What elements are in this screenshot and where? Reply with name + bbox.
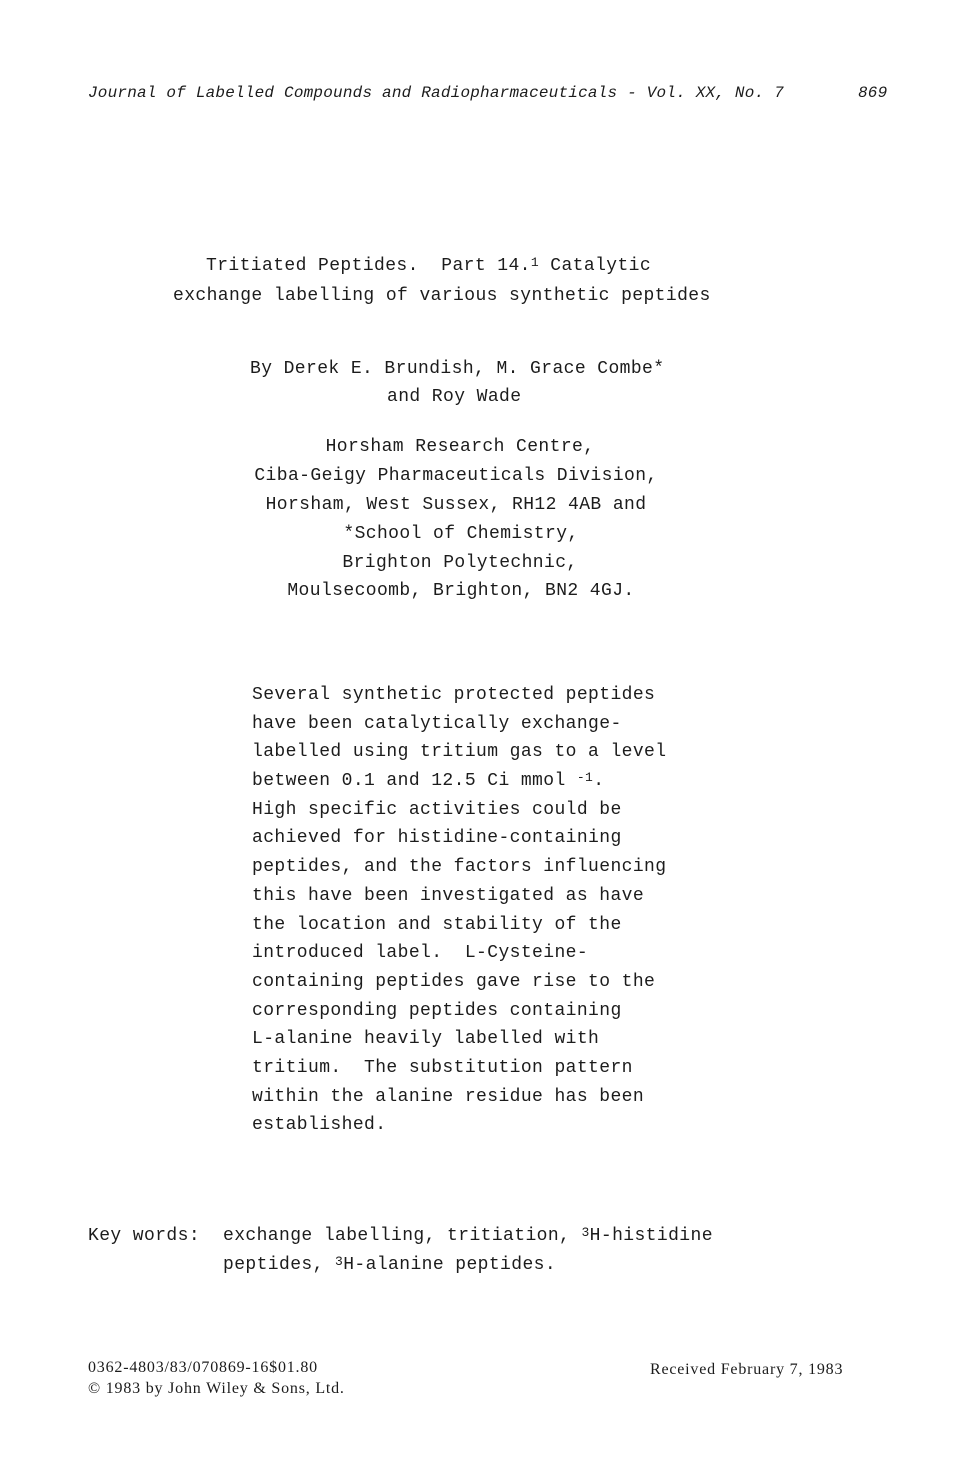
- title-footnote-marker: 1: [530, 255, 540, 270]
- journal-running-head: Journal of Labelled Compounds and Radiopharmaceuticals - Vol. XX, No. 7: [88, 84, 784, 102]
- keywords-text: H-alanine peptides.: [343, 1255, 557, 1275]
- title-part-b: Catalytic: [539, 256, 652, 276]
- title-line-2: exchange labelling of various synthetic peptides: [173, 286, 711, 306]
- abstract-line: the location and stability of the: [252, 914, 622, 935]
- unit-exponent: -1: [576, 770, 594, 786]
- affiliation-line: Brighton Polytechnic,: [342, 553, 578, 573]
- affiliation-line: Horsham Research Centre,: [325, 437, 595, 457]
- article-code: 0362-4803/83/070869-16$01.80: [88, 1359, 318, 1376]
- abstract-line: containing peptides gave rise to the: [252, 971, 656, 992]
- abstract-line: tritium. The substitution pattern: [252, 1057, 633, 1078]
- keywords-label: Key words:: [88, 1226, 201, 1246]
- copyright-line: © 1983 by John Wiley & Sons, Ltd.: [88, 1380, 345, 1397]
- abstract-line: established.: [252, 1115, 387, 1136]
- abstract-line: corresponding peptides containing: [252, 1000, 622, 1021]
- abstract-text: between 0.1 and 12.5 Ci mmol: [252, 771, 577, 792]
- authors-line-2: and Roy Wade: [387, 387, 522, 407]
- abstract-line: L-alanine heavily labelled with: [252, 1029, 600, 1050]
- title-part-a: Tritiated Peptides. Part 14.: [206, 256, 531, 276]
- abstract-line: within the alanine residue has been: [252, 1086, 645, 1107]
- abstract-line: have been catalytically exchange-: [252, 713, 622, 734]
- abstract-line: Several synthetic protected peptides: [252, 685, 656, 705]
- abstract-line: this have been investigated as have: [252, 885, 645, 906]
- abstract-line: [252, 767, 692, 796]
- keywords-text: exchange labelling, tritiation,: [223, 1226, 582, 1246]
- abstract-line: achieved for histidine-containing: [252, 828, 622, 849]
- affiliation-line: Moulsecoomb, Brighton, BN2 4GJ.: [287, 581, 635, 601]
- authors-line-1: By Derek E. Brundish, M. Grace Combe*: [250, 359, 665, 379]
- abstract-line: High specific activities could be: [252, 799, 622, 820]
- isotope-superscript: 3: [581, 1225, 590, 1240]
- received-date: Received February 7, 1983: [650, 1361, 844, 1378]
- abstract-line: labelled using tritium gas to a level: [252, 742, 667, 763]
- affiliation-line: Ciba-Geigy Pharmaceuticals Division,: [254, 466, 658, 486]
- title-line-1: [206, 256, 651, 276]
- abstract: [252, 681, 692, 1140]
- isotope-superscript: 3: [335, 1254, 344, 1269]
- page-number: 869: [858, 84, 888, 102]
- abstract-line: peptides, and the factors influencing: [252, 857, 667, 878]
- keywords-line-2: [223, 1255, 556, 1275]
- keywords-line-1: [223, 1226, 713, 1246]
- abstract-line: introduced label. L-Cysteine-: [252, 943, 589, 964]
- abstract-text: .: [593, 771, 605, 792]
- affiliation-line: Horsham, West Sussex, RH12 4AB and: [265, 495, 647, 515]
- affiliation-line: *School of Chemistry,: [343, 524, 579, 544]
- keywords-text: peptides,: [223, 1255, 336, 1275]
- keywords-text: H-histidine: [589, 1226, 713, 1246]
